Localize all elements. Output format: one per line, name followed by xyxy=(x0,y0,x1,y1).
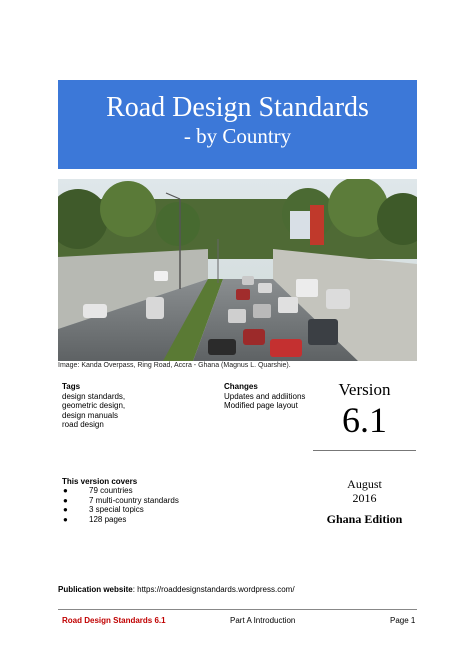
publication-url-link[interactable]: : https://roaddesignstandards.wordpress.com/ xyxy=(132,585,295,594)
list-item: ● 7 multi-country standards xyxy=(63,495,179,505)
version-number: 6.1 xyxy=(342,400,387,440)
tags-heading: Tags xyxy=(62,382,81,391)
covers-list xyxy=(62,486,242,524)
tag-item: design standards, xyxy=(62,391,126,401)
list-item: ● 3 special topics xyxy=(63,505,144,515)
document-subtitle: - by Country xyxy=(183,124,292,148)
version-covers-section xyxy=(62,477,242,524)
publication-website xyxy=(58,585,295,594)
list-item: ● 128 pages xyxy=(63,514,127,524)
tags-section xyxy=(62,382,192,430)
edition-label: Ghana Edition xyxy=(326,512,403,526)
changes-heading: Changes xyxy=(224,382,258,391)
photo-caption: Image: Kanda Overpass, Ring Road, Accra - Ghana (Magnus L. Quarshie). xyxy=(58,362,291,369)
version-label: Version xyxy=(338,380,391,399)
document-title: Road Design Standards xyxy=(106,92,369,123)
tag-item: geometric design, xyxy=(62,401,126,411)
cover-photo xyxy=(58,179,417,361)
change-item: Updates and addiitions xyxy=(224,391,306,401)
bullet-icon: ● xyxy=(63,486,68,496)
bullet-icon: ● xyxy=(63,505,68,515)
tag-item: design manuals xyxy=(62,410,119,420)
title-banner xyxy=(58,80,417,169)
version-block xyxy=(313,380,416,440)
tag-item: road design xyxy=(62,420,104,430)
divider xyxy=(313,450,416,451)
covers-heading: This version covers xyxy=(62,477,138,486)
release-year: 2016 xyxy=(352,491,377,505)
footer-page-number: Page 1 xyxy=(390,616,416,625)
footer-divider xyxy=(58,609,417,610)
bullet-icon: ● xyxy=(63,514,68,524)
list-item: ● 79 countries xyxy=(63,486,133,496)
road-overpass-photo xyxy=(58,179,417,361)
release-month: August xyxy=(347,477,382,491)
footer-document-name: Road Design Standards 6.1 xyxy=(62,616,166,625)
footer-section: Part A Introduction xyxy=(230,616,296,625)
publication-label: Publication website xyxy=(58,585,133,594)
bullet-icon: ● xyxy=(63,495,68,505)
release-date xyxy=(313,477,416,505)
change-item: Modified page layout xyxy=(224,401,298,411)
changes-section xyxy=(224,382,324,411)
